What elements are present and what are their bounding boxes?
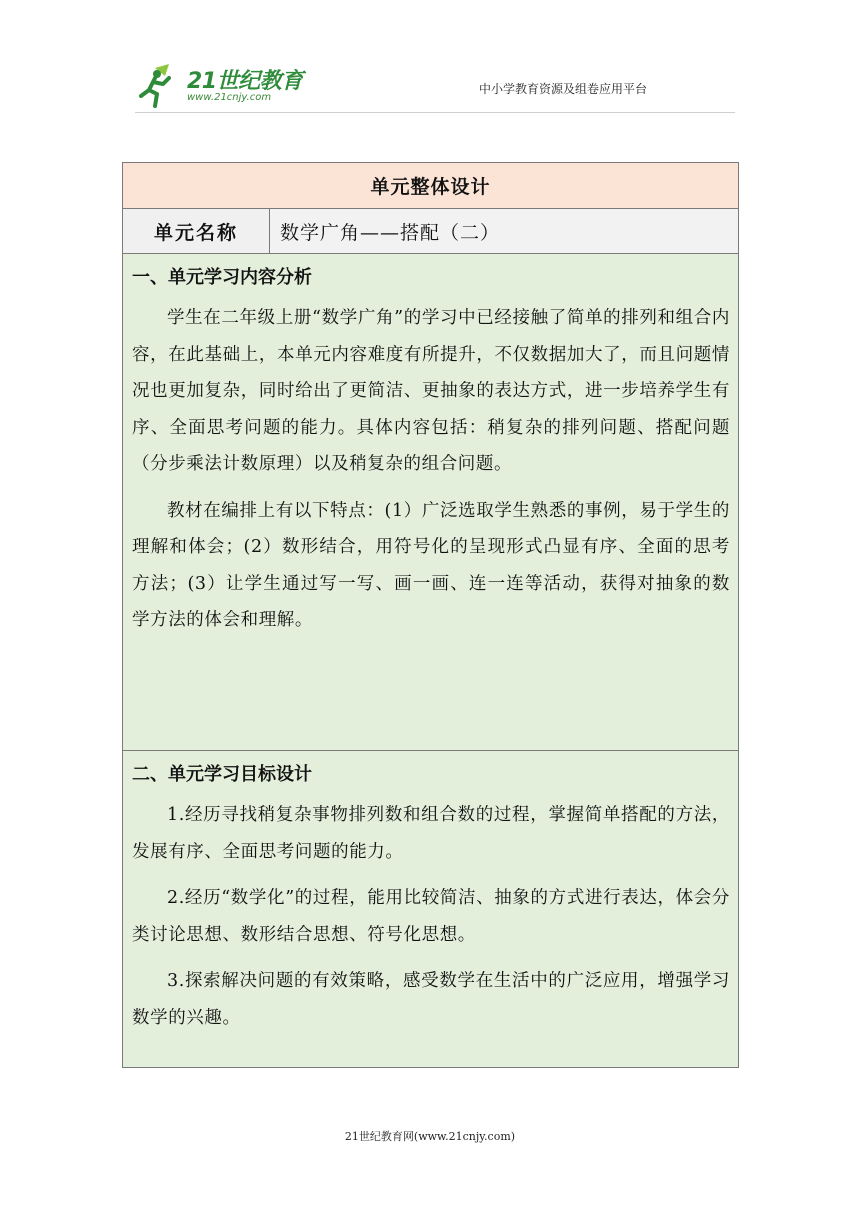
page-footer: 21世纪教育网(www.21cnjy.com): [344, 1130, 516, 1143]
paragraph: 1.经历寻找稍复杂事物排列数和组合数的过程，掌握简单搭配的方法，发展有序、全面思考问题的能力。: [132, 805, 731, 862]
section-heading: 一、单元学习内容分析: [132, 267, 312, 288]
logo-url: www.21cnjy.com: [187, 92, 272, 103]
logo[interactable]: [135, 62, 315, 110]
unit-name-value: 数学广角——搭配（二）: [270, 209, 739, 254]
header-divider: [135, 112, 735, 113]
paragraph: 2.经历“数学化”的过程，能用比较简洁、抽象的方式进行表达，体会分类讨论思想、数形结合思想、符号化思想。: [132, 888, 731, 945]
paragraph: 学生在二年级上册“数学广角”的学习中已经接触了简单的排列和组合内容，在此基础上，本单元内容难度有所提升，不仅数据加大了，而且问题情况也更加复杂，同时给出了更简洁、更抽象的表达方式，进一步培养学生有序、全面思考问题的能力。具体内容包括：稍复杂的排列问题、搭配问题（分步乘法计数原理）以及稍复杂的组合问题。: [132, 308, 731, 474]
content-analysis-section: [123, 254, 739, 751]
platform-name: 中小学教育资源及组卷应用平台: [478, 82, 647, 96]
paragraph: 3.探索解决问题的有效策略，感受数学在生活中的广泛应用，增强学习数学的兴趣。: [132, 971, 731, 1028]
learning-goals-section: [123, 751, 739, 1068]
runner-icon: [135, 62, 183, 110]
page-header: [135, 58, 735, 114]
logo-title: 21世纪教育: [187, 69, 303, 94]
unit-design-table: [122, 162, 739, 1068]
unit-name-label: 单元名称: [123, 209, 270, 254]
section-heading: 二、单元学习目标设计: [132, 764, 312, 785]
paragraph: 教材在编排上有以下特点：(1）广泛选取学生熟悉的事例，易于学生的理解和体会；(2）数形结合，用符号化的呈现形式凸显有序、全面的思考方法；(3）让学生通过写一写、画一画、连一连等活动，获得对抽象的数学方法的体会和理解。: [132, 500, 731, 630]
table-title: 单元整体设计: [123, 163, 739, 209]
